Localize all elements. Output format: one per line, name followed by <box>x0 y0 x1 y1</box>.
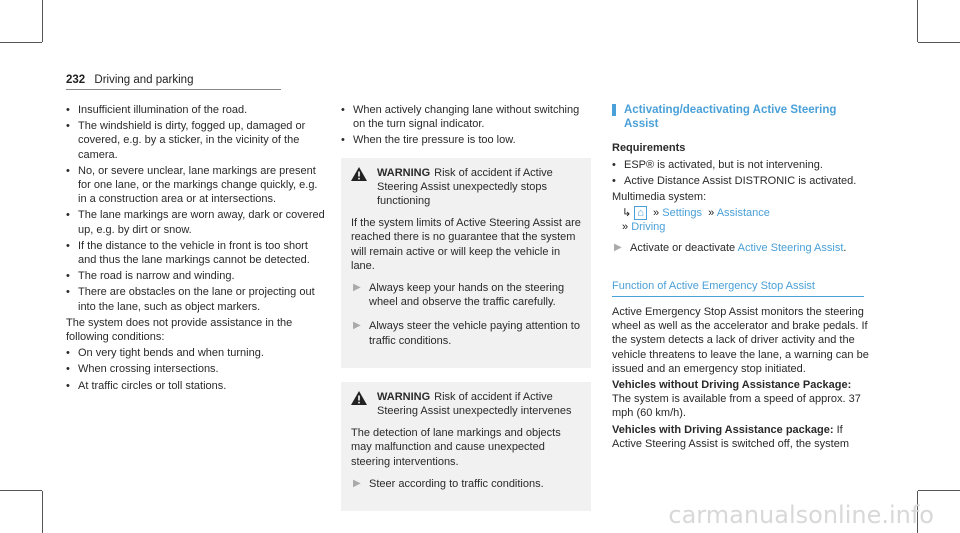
paragraph <box>612 378 872 421</box>
menu-path-line <box>612 206 872 220</box>
requirements-heading: Requirements <box>612 142 686 155</box>
paragraph <box>612 423 872 451</box>
limit-list <box>66 103 328 314</box>
paragraph: Active Emergency Stop Assist monitors the steering wheel as well as the accelerator and brake pedals. If the system detects a lack of driver activity and the vehicle threatens to leave the lane, a warning can be issued and an emergency stop initiated. <box>612 306 869 375</box>
warning-body <box>351 216 581 348</box>
limit-list-continued <box>341 103 591 148</box>
arrow-icon: ▶ <box>353 282 361 294</box>
chevron-right-icon: » <box>705 207 715 220</box>
paragraph-text: If Active Steering Assist is switched off, the system <box>612 423 850 450</box>
action-item <box>351 319 581 347</box>
warning-heading <box>377 166 581 209</box>
action-item <box>612 241 872 255</box>
column-middle <box>341 103 591 525</box>
arrow-icon: ▶ <box>614 241 622 253</box>
list-item: • The lane markings are worn away, dark or covered up, e.g. by dirt or snow. <box>66 208 328 236</box>
warning-paragraph: The detection of lane markings and objects may malfunction and cause unexpected steering interventions. <box>351 427 561 468</box>
warning-text: Risk of accident if Active Steering Assist unexpectedly stops functioning <box>377 166 553 208</box>
warning-label: WARNING <box>377 166 431 179</box>
crop-mark <box>918 42 960 43</box>
chevron-right-icon: » <box>650 207 660 220</box>
watermark: carmanualsonline.info <box>668 501 934 529</box>
crop-mark <box>917 0 918 42</box>
warning-box <box>341 158 591 368</box>
list-item: • When crossing intersections. <box>66 362 328 376</box>
section-title-text: Activating/deactivating Active Steering Assist <box>624 104 837 131</box>
list-item: • When the tire pressure is too low. <box>341 133 591 147</box>
section-name: Driving and parking <box>94 74 194 86</box>
warning-header <box>351 166 581 209</box>
list-item: • Insufficient illumination of the road. <box>66 103 328 117</box>
warning-triangle-icon <box>351 167 367 181</box>
menu-assistance-link[interactable]: Assistance <box>716 207 770 220</box>
column-left <box>66 103 328 395</box>
list-item: • Active Distance Assist DISTRONIC is activated. <box>612 174 872 188</box>
action-text: Always steer the vehicle paying attention to traffic conditions. <box>369 320 580 347</box>
list-item: • The road is narrow and winding. <box>66 269 328 283</box>
action-text: Steer according to traffic conditions. <box>369 477 544 490</box>
warning-heading <box>377 390 581 418</box>
home-icon[interactable]: ⌂ <box>634 206 647 220</box>
section-marker <box>612 104 616 116</box>
action-text <box>630 241 846 255</box>
multimedia-label: Multimedia system: <box>612 191 707 204</box>
crop-mark <box>42 0 43 42</box>
paragraph: The system does not provide assistance in the following conditions: <box>66 316 293 344</box>
crop-mark <box>42 491 43 533</box>
action-text: Always keep your hands on the steering wheel and observe the traffic carefully. <box>369 282 565 309</box>
action-prefix: Activate or deactivate <box>630 241 738 254</box>
section-title <box>612 103 872 131</box>
list-item: • When actively changing lane without switching on the turn signal indicator. <box>341 103 591 131</box>
requirements-list <box>612 158 872 188</box>
warning-header <box>351 390 581 418</box>
paragraph-text: The system is available from a speed of approx. 37 mph (60 km/h). <box>612 393 861 420</box>
warning-triangle-icon <box>351 391 367 405</box>
page-header <box>66 74 193 86</box>
warning-text: Risk of accident if Active Steering Assist unexpectedly intervenes <box>377 390 572 418</box>
warning-paragraph: If the system limits of Active Steering Assist are reached there is no guarantee that the system will remain active or will keep the vehicle in lane. <box>351 217 581 272</box>
crop-mark <box>0 42 42 43</box>
menu-path <box>612 206 872 234</box>
chevron-right-icon: » <box>622 221 629 234</box>
arrow-icon: ▶ <box>353 320 361 332</box>
menu-path-line <box>612 220 872 234</box>
paragraph-label: Vehicles without Driving Assistance Package: <box>612 379 852 392</box>
list-item: • On very tight bends and when turning. <box>66 346 328 360</box>
warning-label: WARNING <box>377 390 431 403</box>
column-right <box>612 103 872 453</box>
condition-list <box>66 346 328 393</box>
subsection-title: Function of Active Emergency Stop Assist <box>612 279 864 297</box>
crop-mark <box>918 490 960 491</box>
list-item: • If the distance to the vehicle in front is too short and thus the lane markings cannot be detected. <box>66 239 328 267</box>
crop-mark <box>0 490 42 491</box>
paragraph-label: Vehicles with Driving Assistance package: <box>612 423 834 436</box>
return-arrow-icon: ↳ <box>622 207 632 220</box>
warning-box <box>341 382 591 511</box>
action-item <box>351 477 581 491</box>
active-steering-assist-link[interactable]: Active Steering Assist <box>737 241 844 254</box>
list-item: • No, or severe unclear, lane markings are present for one lane, or the markings change quickly, e.g. in a construction area or at intersections. <box>66 164 328 207</box>
list-item: • ESP® is activated, but is not intervening. <box>612 158 872 172</box>
menu-settings-link[interactable]: Settings <box>662 207 702 220</box>
list-item: • The windshield is dirty, fogged up, damaged or covered, e.g. by a sticker, in the vicinity of the camera. <box>66 119 328 162</box>
action-item <box>351 281 581 309</box>
action-suffix: . <box>843 241 847 254</box>
page-number: 232 <box>66 74 86 86</box>
header-divider <box>66 89 281 90</box>
menu-driving-link[interactable]: Driving <box>631 221 666 234</box>
arrow-icon: ▶ <box>353 477 361 489</box>
warning-body <box>351 426 581 491</box>
list-item: • There are obstacles on the lane or projecting out into the lane, such as object markers. <box>66 285 328 313</box>
list-item: • At traffic circles or toll stations. <box>66 379 328 393</box>
